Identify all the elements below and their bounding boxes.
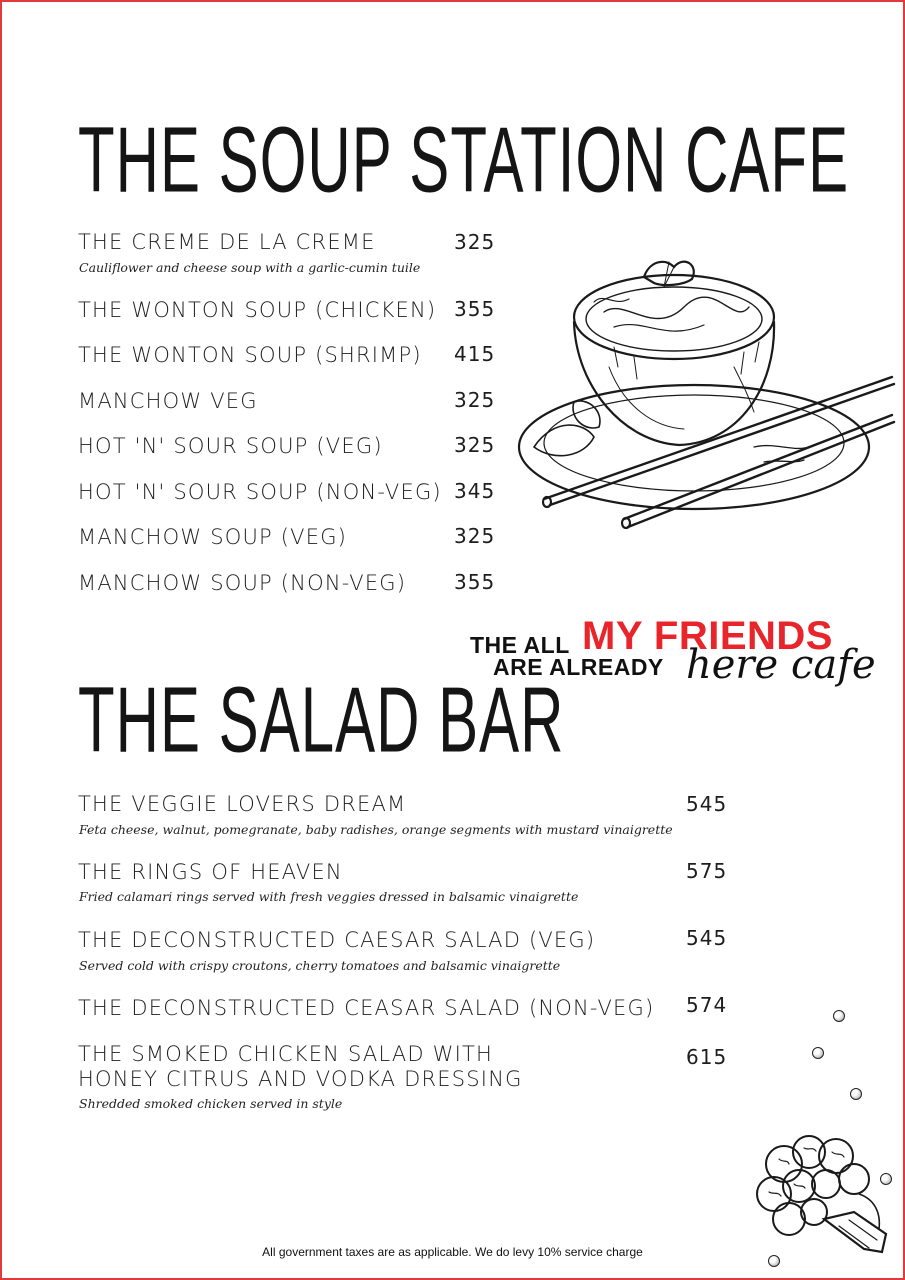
menu-item-price: 575 (686, 859, 728, 883)
menu-item-name: THE DECONSTRUCTED CEASAR SALAD (NON-VEG) (78, 996, 655, 1020)
menu-item-price: 325 (454, 524, 496, 548)
menu-item-name: THE RINGS OF HEAVEN (78, 860, 343, 884)
logo-line-are-already: ARE ALREADY (493, 654, 664, 680)
menu-item-name: HOT 'N' SOUR SOUP (VEG) (78, 434, 383, 458)
pea-decoration (812, 1047, 824, 1059)
salad-section-title: THE SALAD BAR (78, 667, 565, 772)
menu-item-name: THE VEGGIE LOVERS DREAM (78, 792, 407, 816)
menu-item-price: 325 (454, 388, 496, 412)
menu-item-name-continued: HONEY CITRUS AND VODKA DRESSING (78, 1067, 523, 1091)
pea-decoration (850, 1088, 862, 1100)
menu-item-price: 574 (686, 993, 728, 1017)
menu-item-name: HOT 'N' SOUR SOUP (NON-VEG) (78, 480, 442, 504)
menu-item-description: Shredded smoked chicken served in style (79, 1096, 343, 1111)
menu-item-price: 325 (454, 230, 496, 254)
menu-item-price: 415 (454, 342, 496, 366)
menu-item-price: 355 (454, 570, 496, 594)
menu-item-description: Fried calamari rings served with fresh veggies dressed in balsamic vinaigrette (79, 889, 579, 904)
pea-decoration (833, 1010, 845, 1022)
menu-item-name: MANCHOW VEG (78, 389, 258, 413)
menu-item-name: THE SMOKED CHICKEN SALAD WITH (78, 1042, 494, 1066)
menu-item-name: THE CREME DE LA CREME (78, 230, 376, 254)
menu-item-price: 615 (686, 1045, 728, 1069)
logo-line-my-friends: MY FRIENDS (582, 614, 833, 658)
menu-item-name: THE DECONSTRUCTED CAESAR SALAD (VEG) (78, 928, 596, 952)
menu-item-name: THE WONTON SOUP (SHRIMP) (78, 343, 422, 367)
logo-line-here-cafe: here cafe (686, 642, 876, 688)
menu-item-price: 325 (454, 433, 496, 457)
menu-item-name: THE WONTON SOUP (CHICKEN) (78, 298, 437, 322)
menu-item-price: 545 (686, 926, 728, 950)
menu-item-description: Cauliflower and cheese soup with a garlic-cumin tuile (79, 260, 421, 275)
menu-item-price: 355 (454, 297, 496, 321)
soup-section-title: THE SOUP STATION CAFE (78, 107, 850, 212)
footer-note: All government taxes are as applicable. We do levy 10% service charge (262, 1245, 643, 1259)
menu-item-description: Served cold with crispy croutons, cherry tomatoes and balsamic vinaigrette (79, 958, 561, 973)
menu-item-description: Feta cheese, walnut, pomegranate, baby radishes, orange segments with mustard vinaigrette (79, 822, 673, 837)
menu-item-price: 545 (686, 792, 728, 816)
logo-line-the-all: THE ALL (470, 632, 570, 658)
menu-item-name: MANCHOW SOUP (NON-VEG) (78, 571, 407, 595)
soup-bowl-illustration-icon (514, 247, 899, 532)
menu-item-name: MANCHOW SOUP (VEG) (78, 525, 348, 549)
menu-item-price: 345 (454, 479, 496, 503)
